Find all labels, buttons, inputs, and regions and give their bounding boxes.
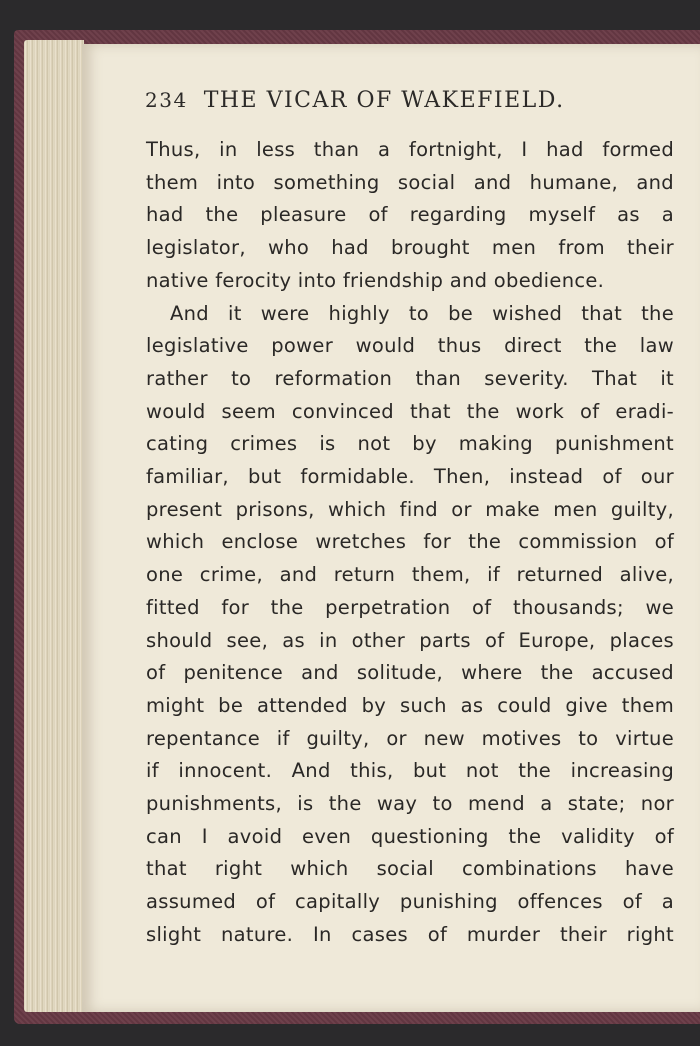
page-header [145,88,630,113]
text-line: had the pleasure of regarding myself as a [146,203,674,227]
text-line: And it were highly to be wished that the [170,301,674,325]
page-edges [24,40,84,1012]
text-line: legislative power would thus direct the law [146,334,674,358]
text-line: Thus, in less than a fortnight, I had formed [146,138,674,161]
running-title: THE VICAR OF WAKEFIELD. [203,88,565,113]
text-line: punishments, is the way to mend a state; nor [146,792,674,816]
text-line: native ferocity into friendship and obedience. [146,268,605,292]
page-number: 234 [145,88,188,112]
text-line: if innocent. And this, but not the increasing [146,759,674,783]
text-line: of penitence and solitude, where the accused [146,661,674,685]
text-line: fitted for the perpetration of thousands; we [146,595,674,619]
text-line: can I avoid even questioning the validity of [146,824,674,848]
text-line: assumed of capitally punishing offences of a [146,890,674,914]
text-line: would seem convinced that the work of eradi- [146,399,674,423]
text-line: which enclose wretches for the commission of [146,530,674,554]
text-line: that right which social combinations have [146,857,674,881]
body-text [146,134,674,952]
text-line: slight nature. In cases of murder their right [146,922,674,946]
text-line: legislator, who had brought men from their [146,236,674,260]
text-line: one crime, and return them, if returned alive, [146,563,674,587]
text-line: might be attended by such as could give them [146,693,674,717]
text-line: present prisons, which find or make men guilty, [146,497,674,521]
text-line: should see, as in other parts of Europe, places [146,628,674,652]
text-line: cating crimes is not by making punishment [146,432,674,456]
text-line: them into something social and humane, and [146,170,674,194]
text-line: familiar, but formidable. Then, instead of our [146,465,674,489]
text-line: rather to reformation than severity. That it [146,366,674,390]
text-line: repentance if guilty, or new motives to virtue [146,726,674,750]
